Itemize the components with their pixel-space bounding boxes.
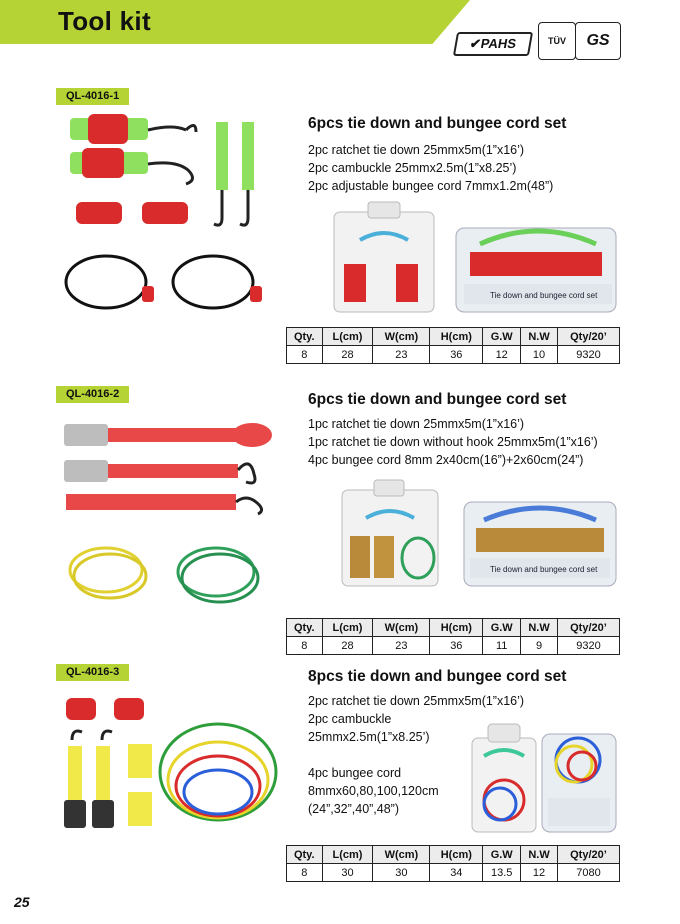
table-cell: 9320 <box>557 637 619 655</box>
table-row <box>287 637 620 655</box>
table-cell: 30 <box>373 864 430 882</box>
spec-line: 2pc ratchet tie down 25mmx5m(1”x16’) <box>308 694 525 708</box>
packaging-photo <box>470 720 620 836</box>
product-code-tag: QL-4016-1 <box>56 88 129 105</box>
page-number: 25 <box>14 894 30 910</box>
table-cell: 10 <box>521 346 558 364</box>
table-cell: 34 <box>430 864 483 882</box>
spec-line: 4pc bungee cord <box>308 766 402 780</box>
column-header: G.W <box>483 846 521 864</box>
table-cell: 23 <box>373 346 430 364</box>
table-cell: 8 <box>287 637 323 655</box>
product-code-tag: QL-4016-2 <box>56 386 129 403</box>
gs-certification-logo: GS <box>575 22 621 60</box>
column-header: Qty. <box>287 619 323 637</box>
table-cell: 30 <box>322 864 373 882</box>
table-header-row <box>287 846 620 864</box>
table-cell: 36 <box>430 346 483 364</box>
spec-line: (24”,32”,40”,48”) <box>308 802 400 816</box>
pahs-certification-badge: ✔PAHS <box>453 32 533 56</box>
table-row <box>287 346 620 364</box>
table-cell: 11 <box>483 637 521 655</box>
table-header-row <box>287 619 620 637</box>
column-header: Qty. <box>287 328 323 346</box>
product-photo-straps <box>58 690 283 840</box>
column-header: G.W <box>483 619 521 637</box>
column-header: Qty. <box>287 846 323 864</box>
product-spec-table <box>286 327 620 364</box>
spec-line: 2pc ratchet tie down 25mmx5m(1”x16’) <box>308 143 525 157</box>
column-header: Qty/20’ <box>557 846 619 864</box>
table-cell: 9 <box>521 637 558 655</box>
column-header: Qty/20’ <box>557 328 619 346</box>
column-header: W(cm) <box>373 846 430 864</box>
packaging-photo <box>330 200 620 316</box>
table-cell: 8 <box>287 864 323 882</box>
table-cell: 12 <box>521 864 558 882</box>
product-title: 8pcs tie down and bungee cord set <box>308 668 567 685</box>
spec-line: 4pc bungee cord 8mm 2x40cm(16”)+2x60cm(24”) <box>308 453 584 467</box>
packaging-label: Tie down and bungee cord set <box>490 291 598 300</box>
spec-line: 2pc cambuckle <box>308 712 392 726</box>
product-code-tag: QL-4016-3 <box>56 664 129 681</box>
table-row <box>287 864 620 882</box>
table-cell: 28 <box>322 346 373 364</box>
column-header: G.W <box>483 328 521 346</box>
product-photo-straps <box>58 110 283 320</box>
column-header: H(cm) <box>430 846 483 864</box>
spec-line: 2pc adjustable bungee cord 7mmx1.2m(48”) <box>308 179 554 193</box>
column-header: L(cm) <box>322 846 373 864</box>
spec-line: 1pc ratchet tie down 25mmx5m(1”x16’) <box>308 417 525 431</box>
tuv-certification-logo: TÜV <box>538 22 576 60</box>
table-cell: 8 <box>287 346 323 364</box>
table-cell: 7080 <box>557 864 619 882</box>
column-header: W(cm) <box>373 619 430 637</box>
column-header: N.W <box>521 328 558 346</box>
column-header: H(cm) <box>430 619 483 637</box>
table-header-row <box>287 328 620 346</box>
column-header: N.W <box>521 846 558 864</box>
spec-line: 1pc ratchet tie down without hook 25mmx5m(1”x16’) <box>308 435 598 449</box>
table-cell: 36 <box>430 637 483 655</box>
column-header: N.W <box>521 619 558 637</box>
packaging-photo <box>338 478 620 588</box>
column-header: W(cm) <box>373 328 430 346</box>
table-cell: 28 <box>322 637 373 655</box>
product-spec-table <box>286 618 620 655</box>
column-header: L(cm) <box>322 619 373 637</box>
product-spec-list <box>308 415 598 469</box>
table-cell: 13.5 <box>483 864 521 882</box>
product-title: 6pcs tie down and bungee cord set <box>308 391 567 408</box>
spec-line: 8mmx60,80,100,120cm <box>308 784 439 798</box>
column-header: H(cm) <box>430 328 483 346</box>
product-spec-table <box>286 845 620 882</box>
column-header: Qty/20’ <box>557 619 619 637</box>
product-spec-list <box>308 141 553 195</box>
table-cell: 12 <box>483 346 521 364</box>
table-cell: 23 <box>373 637 430 655</box>
product-title: 6pcs tie down and bungee cord set <box>308 115 567 132</box>
spec-line: 25mmx2.5m(1”x8.25’) <box>308 730 430 744</box>
product-photo-straps <box>58 410 283 620</box>
packaging-label: Tie down and bungee cord set <box>490 565 598 574</box>
table-cell: 9320 <box>557 346 619 364</box>
page-title: Tool kit <box>58 6 151 36</box>
column-header: L(cm) <box>322 328 373 346</box>
spec-line: 2pc cambuckle 25mmx2.5m(1”x8.25’) <box>308 161 517 175</box>
